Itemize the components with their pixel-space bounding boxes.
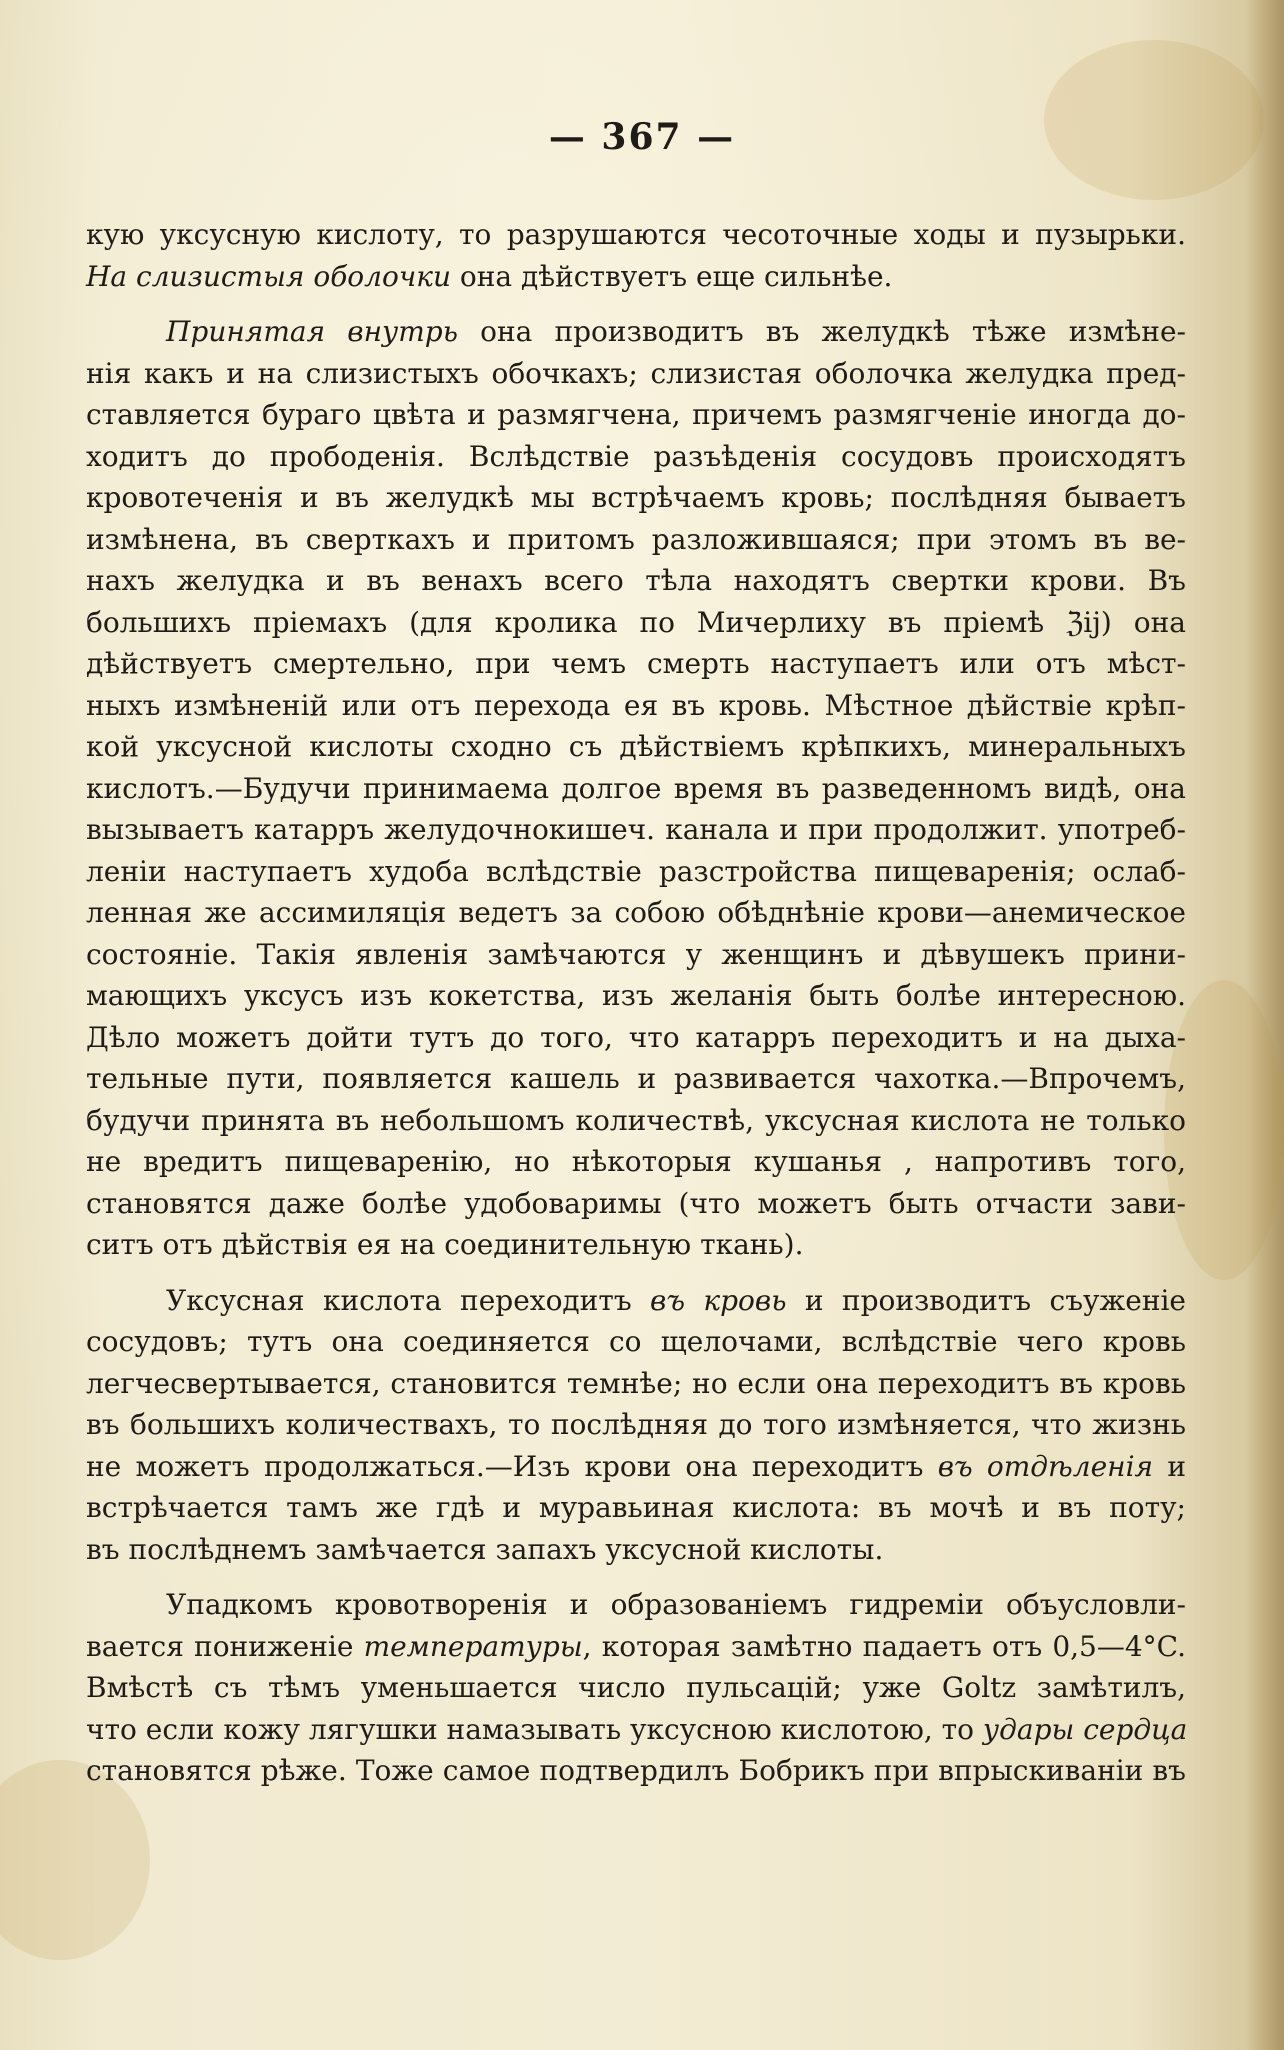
page-number: — 367 — — [548, 116, 736, 158]
text-run: и — [1153, 1449, 1187, 1483]
text-run: вается пониженіе — [86, 1629, 364, 1663]
text-line — [86, 1017, 1186, 1059]
text-run: ленная же ассимиляція ведетъ за собою обѣднѣніе крови—анемическое — [86, 896, 1186, 929]
italic-run: температуры — [363, 1629, 583, 1663]
text-line — [86, 311, 1186, 353]
text-line — [86, 560, 1186, 602]
text-run: легчесвертывается, становится темнѣе; но если она переходитъ въ кровь — [86, 1366, 1186, 1400]
paragraph-gap — [86, 297, 1186, 311]
text-run: , которая замѣтно падаетъ отъ 0,5—4°C. — [582, 1629, 1186, 1663]
text-line — [86, 809, 1186, 851]
text-run: нія какъ и на слизистыхъ обочкахъ; слизистая оболочка желудка пред- — [86, 356, 1186, 390]
text-line — [86, 685, 1186, 727]
text-run: тельные пути, появляется кашель и развивается чахотка.—Впрочемъ, — [86, 1062, 1186, 1095]
italic-run: въ кровь — [650, 1283, 787, 1317]
text-run: въ послѣднемъ замѣчается запахъ уксусной кислоты. — [86, 1532, 884, 1566]
text-line — [86, 1141, 1186, 1183]
text-run: она дѣйствуетъ еще сильнѣе. — [451, 259, 893, 293]
text-run: не можетъ продолжаться.—Изъ крови она переходитъ — [86, 1449, 938, 1483]
text-line — [86, 1100, 1186, 1142]
text-line — [86, 602, 1186, 644]
text-run: Уксусная кислота переходитъ — [166, 1283, 651, 1317]
text-run: будучи принята въ небольшомъ количествѣ, уксусная кислота не только — [86, 1103, 1186, 1137]
text-run: вызываетъ катарръ желудочнокишеч. канала и при продолжит. употреб- — [86, 813, 1186, 846]
text-line — [86, 892, 1186, 934]
text-line — [86, 1404, 1186, 1446]
italic-run: въ отдѣленія — [937, 1449, 1154, 1483]
text-run: дѣйствуетъ смертельно, при чемъ смерть наступаетъ или отъ мѣст- — [86, 647, 1186, 680]
text-line — [86, 1667, 1186, 1709]
text-line — [86, 1487, 1186, 1529]
text-line — [86, 1626, 1186, 1668]
text-run: кую уксусную кислоту, то разрушаются чесоточные ходы и пузырьки. — [86, 218, 1186, 251]
text-run: мающихъ уксусъ изъ кокетства, изъ желанія быть болѣе интересною. — [86, 979, 1186, 1012]
text-run: становятся даже болѣе удобоваримы (что можетъ быть отчасти зави- — [86, 1186, 1186, 1220]
text-run: она производитъ въ желудкѣ тѣже измѣне- — [457, 315, 1186, 348]
text-line — [86, 934, 1186, 976]
text-run: леніи наступаетъ худоба вслѣдствіе разстройства пищеваренія; ослаб- — [86, 854, 1186, 888]
text-line — [86, 394, 1186, 436]
text-run: что если кожу лягушки намазывать уксусною кислотою, то — [86, 1712, 983, 1746]
text-line — [86, 1750, 1186, 1792]
text-run: и производитъ съуженіе — [786, 1283, 1187, 1317]
text-run: сосудовъ; тутъ она соединяется со щелочами, вслѣдствіе чего кровь — [86, 1325, 1186, 1358]
text-line — [86, 1584, 1186, 1626]
text-line — [86, 975, 1186, 1017]
body-text — [86, 214, 1186, 1792]
paragraph-gap — [86, 1570, 1186, 1584]
text-run: встрѣчается тамъ же гдѣ и муравьиная кислота: въ мочѣ и въ поту; — [86, 1491, 1186, 1524]
text-line — [86, 256, 1186, 298]
text-line — [86, 1280, 1186, 1322]
text-run: не вредитъ пищеваренію, но нѣкоторыя кушанья , напротивъ того, — [86, 1145, 1186, 1178]
text-line — [86, 1363, 1186, 1405]
text-run: измѣнена, въ сверткахъ и притомъ разложившаяся; при этомъ въ ве- — [86, 522, 1186, 556]
text-run: въ большихъ количествахъ, то послѣдняя до того измѣняется, что жизнь — [86, 1408, 1186, 1441]
text-line — [86, 519, 1186, 561]
text-run: ныхъ измѣненій или отъ перехода ея въ кровь. Мѣстное дѣйствіе крѣп- — [86, 688, 1186, 722]
text-line — [86, 477, 1186, 519]
text-run: Вмѣстѣ съ тѣмъ уменьшается число пульсацій; уже Goltz замѣтилъ, — [86, 1671, 1186, 1704]
text-run: кой уксусной кислоты сходно съ дѣйствіемъ крѣпкихъ, минеральныхъ — [86, 730, 1186, 763]
text-line — [86, 1224, 1186, 1266]
text-run: Дѣло можетъ дойти тутъ до того, что катарръ переходитъ и на дыха- — [86, 1020, 1186, 1054]
text-run: ходитъ до прободенія. Вслѣдствіе разъѣденія сосудовъ происходятъ — [86, 439, 1186, 473]
text-run: Упадкомъ кровотворенія и образованіемъ гидреміи объусловли- — [166, 1588, 1186, 1621]
italic-run: удары сердца — [982, 1712, 1188, 1746]
text-line — [86, 214, 1186, 256]
text-line — [86, 643, 1186, 685]
text-run: ситъ отъ дѣйствія ея на соединительную ткань). — [86, 1228, 804, 1261]
paragraph — [86, 311, 1186, 1266]
text-run: нахъ желудка и въ венахъ всего тѣла находятъ свертки крови. Въ — [86, 564, 1186, 597]
text-line — [86, 1446, 1186, 1488]
text-line — [86, 768, 1186, 810]
text-line — [86, 1709, 1186, 1751]
italic-run: Принятая внутрь — [166, 315, 458, 348]
text-run: становятся рѣже. Тоже самое подтвердилъ Бобрикъ при впрыскиваніи въ — [86, 1754, 1186, 1787]
paragraph — [86, 1280, 1186, 1571]
paragraph — [86, 214, 1186, 297]
text-run: ставляется бураго цвѣта и размягчена, причемъ размягченіе иногда до- — [86, 398, 1186, 431]
text-line — [86, 1183, 1186, 1225]
text-run: кислотъ.—Будучи принимаема долгое время въ разведенномъ видѣ, она — [86, 771, 1186, 805]
text-line — [86, 851, 1186, 893]
italic-run: На слизистыя оболочки — [86, 259, 451, 293]
text-line — [86, 1321, 1186, 1363]
text-line — [86, 1058, 1186, 1100]
text-line — [86, 1529, 1186, 1571]
text-line — [86, 353, 1186, 395]
text-line — [86, 726, 1186, 768]
text-run: состояніе. Такія явленія замѣчаются у женщинъ и дѣвушекъ прини- — [86, 937, 1186, 971]
paragraph — [86, 1584, 1186, 1792]
text-line — [86, 436, 1186, 478]
text-run: кровотеченія и въ желудкѣ мы встрѣчаемъ кровь; послѣдняя бываетъ — [86, 481, 1186, 514]
text-run: большихъ пріемахъ (для кролика по Мичерлиху въ пріемѣ ℨij) она — [86, 605, 1186, 639]
paragraph-gap — [86, 1266, 1186, 1280]
